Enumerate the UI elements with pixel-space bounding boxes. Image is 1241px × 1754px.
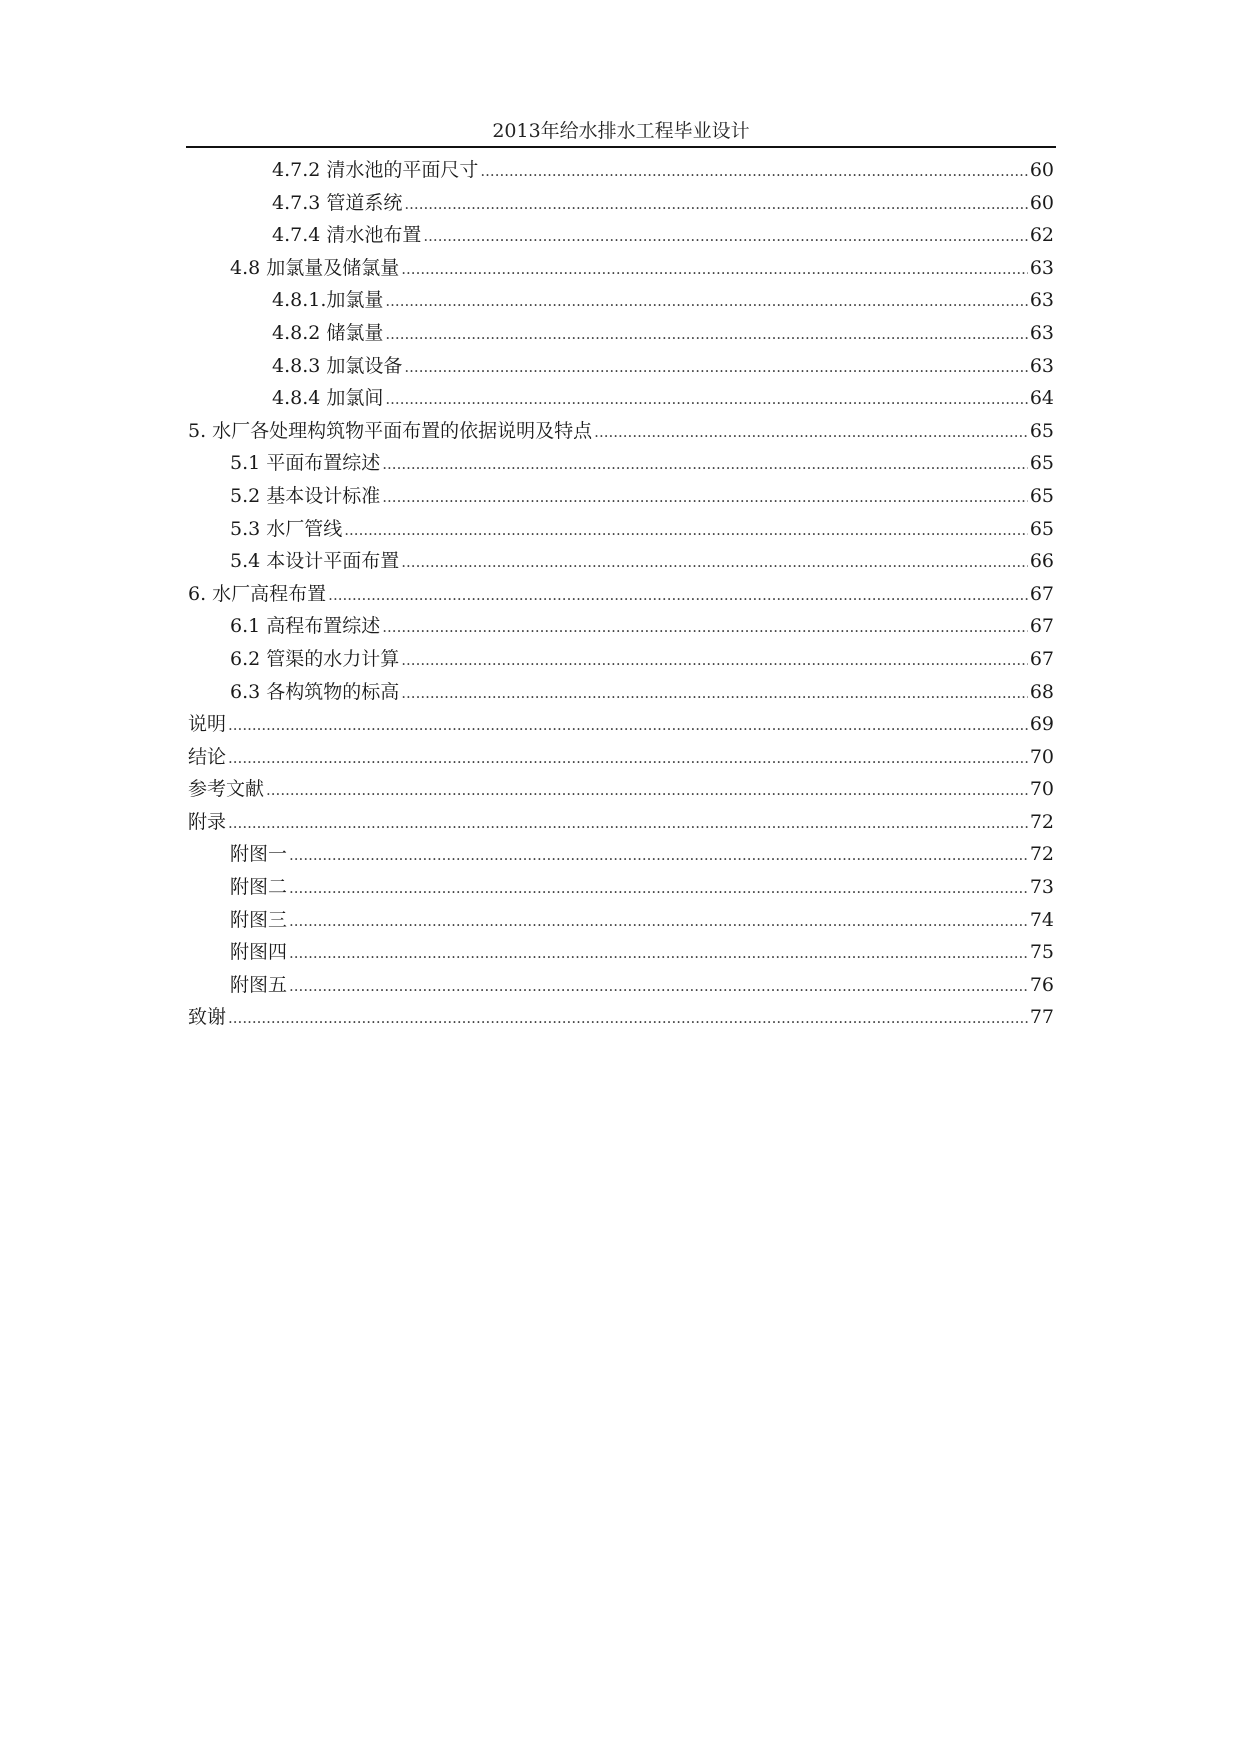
toc-entry-title: 5.3 水厂管线 <box>230 517 343 540</box>
toc-entry-title: 4.8.4 加氯间 <box>272 387 384 410</box>
toc-entry[interactable] <box>188 447 1054 480</box>
toc-dot-leader <box>385 383 1027 416</box>
toc-entry[interactable] <box>188 806 1054 839</box>
toc-entry-page-number: 76 <box>1029 973 1054 996</box>
toc-entry-title: 4.7.3 管道系统 <box>272 191 403 214</box>
toc-entry-page-number: 67 <box>1029 647 1054 670</box>
toc-entry-page-number: 63 <box>1029 289 1054 312</box>
toc-entry-page-number: 60 <box>1029 159 1054 181</box>
toc-entry-page-number: 63 <box>1029 256 1054 279</box>
toc-dot-leader <box>385 318 1027 351</box>
toc-entry-title: 5. 水厂各处理构筑物平面布置的依据说明及特点 <box>188 419 593 442</box>
toc-entry[interactable] <box>188 154 1054 187</box>
toc-entry-page-number: 63 <box>1029 354 1054 377</box>
toc-entry[interactable] <box>188 610 1054 643</box>
toc-dot-leader <box>228 709 1028 742</box>
toc-entry[interactable] <box>188 773 1054 806</box>
toc-dot-leader <box>289 839 1028 872</box>
toc-entry-title: 附图三 <box>230 908 288 931</box>
toc-entry[interactable] <box>188 252 1054 285</box>
toc-dot-leader <box>328 579 1028 612</box>
toc-entry-title: 附图五 <box>230 973 288 996</box>
toc-entry[interactable] <box>188 350 1054 383</box>
toc-entry[interactable] <box>188 708 1054 741</box>
toc-entry-page-number: 64 <box>1029 387 1054 410</box>
toc-entry-title: 说明 <box>188 713 227 736</box>
header-divider <box>186 146 1056 148</box>
toc-entry-page-number: 66 <box>1029 550 1054 573</box>
toc-entry-title: 4.8.3 加氯设备 <box>272 354 403 377</box>
toc-dot-leader <box>344 514 1028 547</box>
toc-entry[interactable] <box>188 382 1054 415</box>
toc-entry-page-number: 77 <box>1029 1006 1054 1029</box>
page-header-title: 2013年给水排水工程毕业设计 <box>492 120 750 142</box>
toc-entry[interactable] <box>188 187 1054 220</box>
toc-entry[interactable] <box>188 317 1054 350</box>
toc-entry-title: 4.7.2 清水池的平面尺寸 <box>272 159 479 181</box>
toc-entry[interactable] <box>188 741 1054 774</box>
toc-dot-leader <box>266 774 1028 807</box>
toc-entry-page-number: 65 <box>1029 484 1054 507</box>
toc-dot-leader <box>480 155 1027 188</box>
toc-entry[interactable] <box>188 1001 1054 1034</box>
table-of-contents <box>188 154 1054 1034</box>
toc-entry-title: 4.8 加氯量及储氯量 <box>230 256 400 279</box>
toc-entry-title: 附图二 <box>230 876 288 899</box>
toc-dot-leader <box>404 188 1027 221</box>
toc-entry[interactable] <box>188 578 1054 611</box>
toc-entry[interactable] <box>188 969 1054 1002</box>
toc-entry[interactable] <box>188 480 1054 513</box>
toc-dot-leader <box>228 807 1028 840</box>
toc-entry[interactable] <box>188 415 1054 448</box>
toc-dot-leader <box>401 644 1028 677</box>
toc-entry-title: 附图四 <box>230 941 288 964</box>
toc-dot-leader <box>382 481 1028 514</box>
toc-entry-page-number: 65 <box>1029 419 1054 442</box>
toc-entry-page-number: 68 <box>1029 680 1054 703</box>
toc-entry-page-number: 72 <box>1029 810 1054 833</box>
toc-entry-page-number: 74 <box>1029 908 1054 931</box>
toc-entry[interactable] <box>188 545 1054 578</box>
toc-entry-page-number: 75 <box>1029 941 1054 964</box>
toc-dot-leader <box>228 1002 1028 1035</box>
toc-entry[interactable] <box>188 513 1054 546</box>
toc-entry-page-number: 65 <box>1029 452 1054 475</box>
toc-entry[interactable] <box>188 676 1054 709</box>
toc-entry-page-number: 62 <box>1029 224 1054 247</box>
toc-entry[interactable] <box>188 838 1054 871</box>
toc-entry-page-number: 69 <box>1029 713 1054 736</box>
toc-dot-leader <box>289 872 1028 905</box>
toc-entry-page-number: 70 <box>1029 778 1054 801</box>
toc-dot-leader <box>401 677 1028 710</box>
toc-entry-title: 4.8.1.加氯量 <box>272 289 384 312</box>
toc-entry-title: 5.4 本设计平面布置 <box>230 550 400 573</box>
toc-dot-leader <box>401 253 1028 286</box>
toc-entry-page-number: 63 <box>1029 321 1054 344</box>
toc-dot-leader <box>423 220 1027 253</box>
toc-entry-page-number: 73 <box>1029 876 1054 899</box>
toc-entry[interactable] <box>188 904 1054 937</box>
toc-entry-title: 参考文献 <box>188 778 265 801</box>
toc-entry[interactable] <box>188 936 1054 969</box>
toc-entry-page-number: 67 <box>1029 615 1054 638</box>
toc-dot-leader <box>228 742 1028 775</box>
toc-entry-title: 6. 水厂高程布置 <box>188 582 327 605</box>
toc-dot-leader <box>401 546 1028 579</box>
toc-entry-title: 附录 <box>188 810 227 833</box>
toc-dot-leader <box>404 351 1027 384</box>
toc-entry-page-number: 72 <box>1029 843 1054 866</box>
toc-entry-page-number: 65 <box>1029 517 1054 540</box>
toc-entry[interactable] <box>188 643 1054 676</box>
toc-entry-title: 致谢 <box>188 1006 227 1029</box>
toc-entry-title: 结论 <box>188 745 227 768</box>
toc-dot-leader <box>289 970 1028 1003</box>
toc-dot-leader <box>385 285 1027 318</box>
toc-entry[interactable] <box>188 284 1054 317</box>
toc-entry[interactable] <box>188 871 1054 904</box>
toc-entry-title: 5.2 基本设计标准 <box>230 484 381 507</box>
toc-entry[interactable] <box>188 219 1054 252</box>
toc-entry-title: 4.8.2 储氯量 <box>272 321 384 344</box>
toc-entry-page-number: 70 <box>1029 745 1054 768</box>
toc-entry-title: 6.1 高程布置综述 <box>230 615 381 638</box>
toc-entry-page-number: 60 <box>1029 191 1054 214</box>
toc-dot-leader <box>382 611 1028 644</box>
toc-dot-leader <box>382 448 1028 481</box>
toc-dot-leader <box>289 937 1028 970</box>
toc-entry-page-number: 67 <box>1029 582 1054 605</box>
toc-dot-leader <box>594 416 1028 449</box>
toc-entry-title: 6.3 各构筑物的标高 <box>230 680 400 703</box>
toc-dot-leader <box>289 905 1028 938</box>
toc-entry-title: 附图一 <box>230 843 288 866</box>
toc-entry-title: 4.7.4 清水池布置 <box>272 224 422 247</box>
toc-entry-title: 5.1 平面布置综述 <box>230 452 381 475</box>
toc-entry-title: 6.2 管渠的水力计算 <box>230 647 400 670</box>
